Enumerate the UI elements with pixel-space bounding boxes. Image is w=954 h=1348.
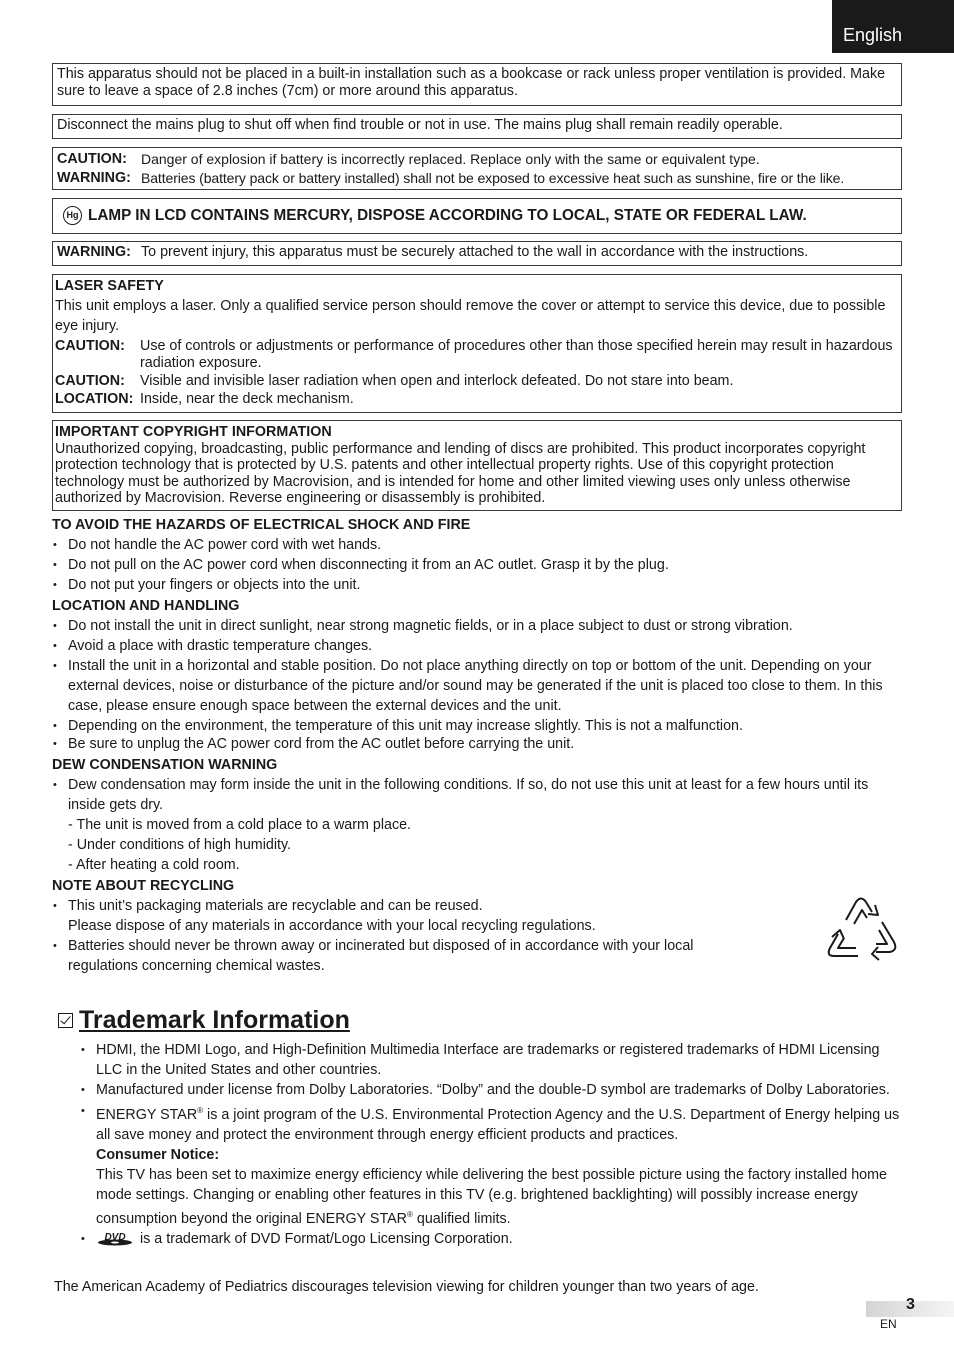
mercury-notice-box: [52, 198, 902, 234]
list-item: • Do not pull on the AC power cord when disconnecting it from an AC outlet. Grasp it by the plug.: [52, 555, 902, 575]
list-item: • Install the unit in a horizontal and stable position. Do not place anything directly on top or bottom of the unit. Depending on your external devices, noise or disturbance of the picture and/or sound may be generated if the unit is placed too close to them. In this case, please ensure enough space between the external devices and the unit.: [52, 656, 902, 716]
list-item: • Dew condensation may form inside the unit in the following conditions. If so, do not use this unit at least for a few hours until its inside gets dry.: [52, 775, 902, 815]
laser-safety-box: [52, 274, 902, 413]
dew-condensation-section: [52, 755, 902, 875]
consumer-notice-text: [96, 1165, 900, 1229]
copyright-text: Unauthorized copying, broadcasting, public performance and lending of discs are prohibited. This product incorporates copyright protection technology that is protected by U.S. patents and other intellectual property rights. Use of this copyright protection technology must be authorized by Macrovision, and is intended for home and other limited viewing uses only unless otherwise authorized by Macrovision. Reverse engineering or disassembly is prohibited.: [55, 440, 866, 506]
dvd-logo-icon: [96, 1231, 134, 1246]
recycling-section: [52, 876, 742, 976]
hazards-title: TO AVOID THE HAZARDS OF ELECTRICAL SHOCK AND FIRE: [52, 517, 471, 533]
list-item: [80, 1229, 900, 1249]
caution-label: CAUTION:: [57, 151, 127, 167]
laser-location-label: LOCATION:: [55, 391, 134, 407]
battery-caution-box: [52, 147, 902, 190]
wall-mount-warning-box: [52, 241, 902, 266]
dew-condition: - Under conditions of high humidity.: [68, 837, 292, 853]
consumer-notice-end: qualified limits.: [412, 1210, 511, 1227]
list-item: • Batteries should never be thrown away or incinerated but disposed of in accordance with your local regulations concerning chemical wastes.: [52, 936, 742, 976]
registered-mark: ®: [197, 1106, 204, 1115]
consumer-notice-body: This TV has been set to maximize energy efficiency while delivering the best possible picture using the factory installed home mode settings. Changing or enabling other features in this TV (e.g. brightened backlighting) will possibly increase energy consumption beyond the original ENERGY STAR: [96, 1166, 887, 1227]
list-item: • Do not handle the AC power cord with wet hands.: [52, 535, 902, 555]
list-item: • Manufactured under license from Dolby Laboratories. “Dolby” and the double-D symbol are trademarks of Dolby Laboratories.: [80, 1082, 900, 1099]
recycle-icon: [818, 890, 904, 970]
dvd-trademark-text: is a trademark of DVD Format/Logo Licensing Corporation.: [140, 1230, 513, 1247]
trademark-heading: [58, 1005, 350, 1035]
dew-condition: - After heating a cold room.: [68, 857, 240, 873]
pediatrics-notice: The American Academy of Pediatrics discourages television viewing for children younger than two years of age.: [54, 1279, 759, 1295]
mercury-hg-icon: Hg: [63, 206, 82, 225]
wall-mount-warning-text: To prevent injury, this apparatus must be securely attached to the wall in accordance with the instructions.: [141, 244, 809, 260]
mains-plug-notice-text: Disconnect the mains plug to shut off when find trouble or not in use. The mains plug shall remain readily operable.: [57, 117, 783, 133]
laser-location-text: Inside, near the deck mechanism.: [140, 391, 354, 407]
list-item: • Avoid a place with drastic temperature changes.: [52, 636, 902, 656]
warning-label: WARNING:: [57, 170, 131, 186]
laser-caution-label: CAUTION:: [55, 338, 125, 354]
warning-text: Batteries (battery pack or battery installed) shall not be exposed to excessive heat such as sunshine, fire or the like.: [141, 170, 845, 186]
page-number: 3: [906, 1296, 915, 1313]
dew-condensation-title: DEW CONDENSATION WARNING: [52, 757, 278, 773]
laser-radiation-text: Visible and invisible laser radiation when open and interlock defeated. Do not stare into beam.: [140, 373, 734, 389]
dvd-logo-text: • DVD: [104, 1232, 126, 1244]
mains-plug-notice-box: [52, 114, 902, 139]
laser-safety-title: LASER SAFETY: [55, 278, 164, 294]
consumer-notice-title: Consumer Notice:: [96, 1146, 220, 1163]
laser-safety-intro: This unit employs a laser. Only a qualified service person should remove the cover or attempt to service this device, due to possible eye injury.: [55, 298, 886, 334]
location-handling-title: LOCATION AND HANDLING: [52, 598, 240, 614]
list-item: • HDMI, the HDMI Logo, and High-Definition Multimedia Interface are trademarks or registered trademarks of HDMI Licensing LLC in the United States and other countries.: [80, 1040, 900, 1080]
laser-caution-text: Use of controls or adjustments or performance of procedures other than those specified herein may result in hazardous radiation exposure.: [140, 338, 893, 371]
list-item: [52, 896, 742, 936]
recycling-title: NOTE ABOUT RECYCLING: [52, 878, 235, 894]
copyright-title: IMPORTANT COPYRIGHT INFORMATION: [55, 424, 332, 440]
hazards-section: [52, 515, 902, 595]
recycling-item-line: Please dispose of any materials in accordance with your local recycling regulations.: [68, 918, 596, 934]
ventilation-notice-text: This apparatus should not be placed in a built-in installation such as a bookcase or rack unless proper ventilation is provided. Make sure to leave a space of 2.8 inches (7cm) or more around this apparatus.: [57, 66, 886, 99]
list-item: • Do not put your fingers or objects into the unit.: [52, 575, 902, 595]
trademark-list: [80, 1040, 900, 1249]
ventilation-notice-box: [52, 63, 902, 106]
mercury-notice-text: LAMP IN LCD CONTAINS MERCURY, DISPOSE ACCORDING TO LOCAL, STATE OR FEDERAL LAW.: [88, 207, 807, 224]
dew-condition: - The unit is moved from a cold place to a warm place.: [68, 817, 412, 833]
caution-text: Danger of explosion if battery is incorrectly replaced. Replace only with the same or equivalent type.: [141, 151, 760, 167]
checkbox-icon: [58, 1013, 73, 1028]
warning-label: WARNING:: [57, 244, 131, 260]
list-item: • Do not install the unit in direct sunlight, near strong magnetic fields, or in a place subject to dust or strong vibration.: [52, 616, 902, 636]
list-item: • Depending on the environment, the temperature of this unit may increase slightly. This is not a malfunction.: [52, 716, 902, 736]
list-item: [80, 1101, 900, 1229]
energy-star-text: is a joint program of the U.S. Environmental Protection Agency and the U.S. Department of Energy helping us all save money and protect the environment through energy efficient products and practices.: [96, 1106, 900, 1143]
trademark-title: Trademark Information: [79, 1006, 350, 1034]
laser-caution-label: CAUTION:: [55, 373, 125, 389]
location-handling-section: [52, 596, 902, 753]
language-tab: English: [832, 0, 954, 53]
recycling-item-line: This unit’s packaging materials are recyclable and can be reused.: [68, 898, 483, 914]
energy-star-name: ENERGY STAR: [96, 1106, 198, 1123]
copyright-box: [52, 420, 902, 511]
registered-mark: ®: [407, 1209, 413, 1219]
page-language-code: EN: [880, 1317, 897, 1331]
list-item: • Be sure to unplug the AC power cord from the AC outlet before carrying the unit.: [52, 736, 902, 753]
